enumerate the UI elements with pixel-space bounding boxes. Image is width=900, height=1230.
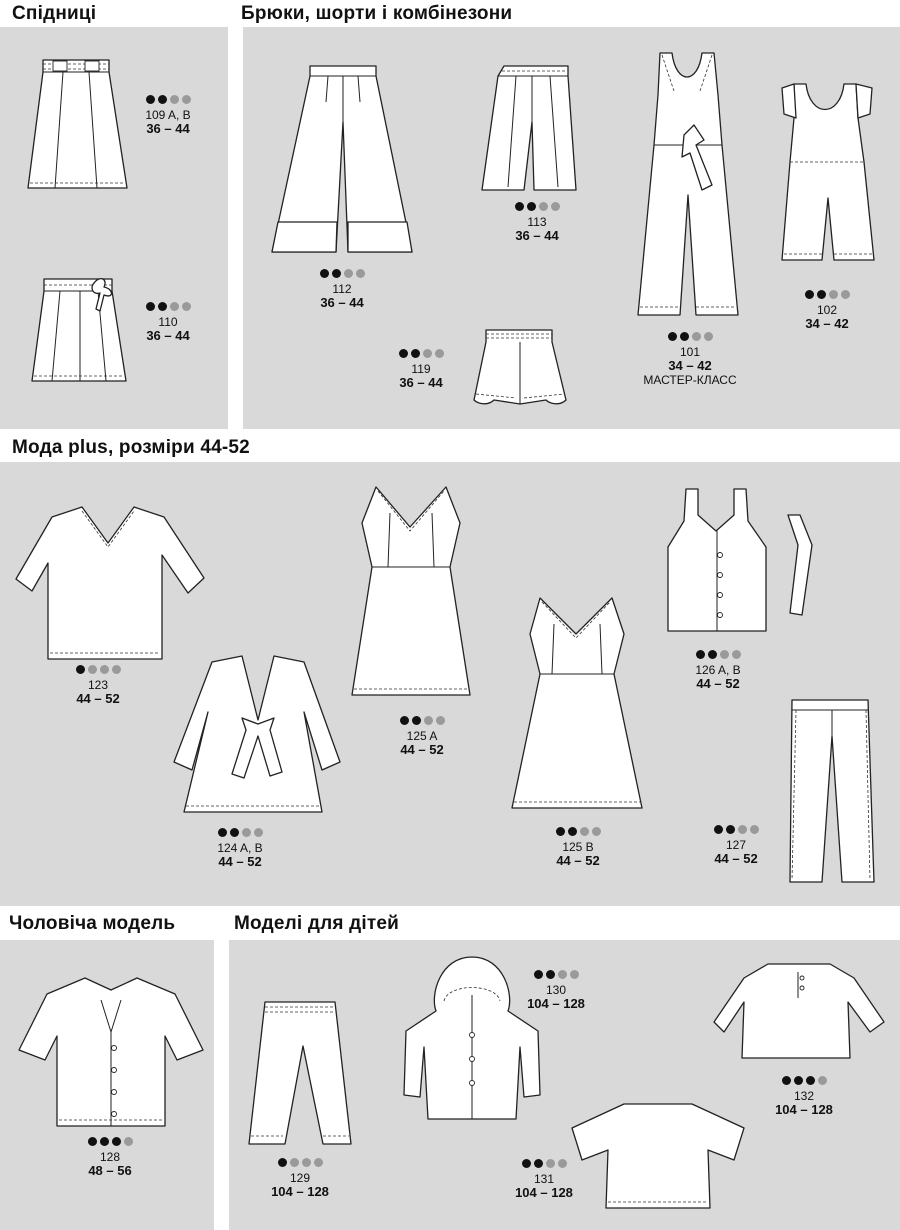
model-sizes: 44 – 52 <box>556 853 600 868</box>
model-sizes: 34 – 42 <box>805 316 849 331</box>
culottes-113-drawing[interactable] <box>478 62 578 194</box>
model-sizes: 44 – 52 <box>218 854 262 869</box>
top-123-drawing[interactable] <box>12 503 207 663</box>
jumpsuit-101-drawing[interactable] <box>632 45 742 320</box>
dress-125b-drawing[interactable] <box>510 594 645 816</box>
playsuit-102-drawing[interactable] <box>778 78 878 268</box>
difficulty-dots <box>123 302 213 313</box>
model-sizes: 48 – 56 <box>88 1163 132 1178</box>
difficulty-dots <box>511 970 601 981</box>
kids-blouse-132-drawing[interactable] <box>712 958 887 1060</box>
model-sizes: 104 – 128 <box>775 1102 833 1117</box>
model-number: 126 A, B <box>695 663 741 677</box>
model-number: 112 <box>332 282 352 296</box>
model-sizes: 34 – 42 <box>668 358 712 373</box>
model-sizes: 44 – 52 <box>714 851 758 866</box>
model-number: 113 <box>527 215 547 229</box>
label-102 <box>782 290 872 331</box>
master-class-note: МАСТЕР-КЛАСС <box>643 373 737 387</box>
model-number: 130 <box>545 983 567 997</box>
trousers-112-drawing[interactable] <box>270 62 415 262</box>
heading-kids: Моделі для дітей <box>234 913 400 934</box>
model-number: 132 <box>793 1089 815 1103</box>
difficulty-dots <box>377 716 467 727</box>
difficulty-dots <box>376 349 466 360</box>
model-sizes: 36 – 44 <box>515 228 559 243</box>
model-sizes: 36 – 44 <box>399 375 443 390</box>
difficulty-dots <box>53 665 143 676</box>
model-sizes: 36 – 44 <box>146 328 190 343</box>
model-number: 129 <box>289 1171 311 1185</box>
label-126 <box>673 650 763 691</box>
difficulty-dots <box>492 202 582 213</box>
label-110 <box>123 302 213 343</box>
difficulty-dots <box>759 1076 849 1087</box>
skirt-110-drawing[interactable] <box>30 275 130 385</box>
heading-skirts: Спідниці <box>12 3 97 24</box>
trousers-127-drawing[interactable] <box>780 696 880 888</box>
model-number: 125 B <box>562 840 594 854</box>
label-101 <box>630 332 750 387</box>
model-sizes: 104 – 128 <box>271 1184 329 1199</box>
dress-125a-drawing[interactable] <box>350 483 472 703</box>
difficulty-dots <box>123 95 213 106</box>
label-124 <box>195 828 285 869</box>
heading-men: Чоловіча модель <box>9 913 176 934</box>
label-119 <box>376 349 466 390</box>
difficulty-dots <box>630 332 750 343</box>
difficulty-dots <box>499 1159 589 1170</box>
difficulty-dots <box>195 828 285 839</box>
model-number: 125 A <box>406 729 438 743</box>
model-sizes: 36 – 44 <box>320 295 364 310</box>
model-number: 102 <box>816 303 838 317</box>
model-number: 127 <box>725 838 747 852</box>
label-125b <box>533 827 623 868</box>
heading-plus: Мода plus, розміри 44-52 <box>12 437 250 458</box>
model-sizes: 44 – 52 <box>76 691 120 706</box>
model-number: 101 <box>679 345 701 359</box>
model-number: 128 <box>99 1150 121 1164</box>
blouse-124-drawing[interactable] <box>172 652 344 817</box>
model-sizes: 44 – 52 <box>400 742 444 757</box>
kids-trousers-129-drawing[interactable] <box>245 998 355 1148</box>
model-number: 110 <box>158 315 178 329</box>
shirt-128-drawing[interactable] <box>15 972 207 1132</box>
label-129 <box>255 1158 345 1199</box>
label-113 <box>492 202 582 243</box>
label-112 <box>297 269 387 310</box>
difficulty-dots <box>297 269 387 280</box>
difficulty-dots <box>65 1137 155 1148</box>
top-126-drawing[interactable] <box>658 485 823 635</box>
model-number: 131 <box>533 1172 555 1186</box>
label-128 <box>65 1137 155 1178</box>
label-132 <box>759 1076 849 1117</box>
label-109 <box>123 95 213 136</box>
difficulty-dots <box>691 825 781 836</box>
skirt-109-drawing[interactable] <box>25 55 130 195</box>
difficulty-dots <box>533 827 623 838</box>
model-sizes: 104 – 128 <box>527 996 585 1011</box>
label-127 <box>691 825 781 866</box>
model-sizes: 104 – 128 <box>515 1185 573 1200</box>
model-number: 123 <box>87 678 109 692</box>
kids-top-131-drawing[interactable] <box>568 1098 748 1213</box>
difficulty-dots <box>255 1158 345 1169</box>
heading-trousers: Брюки, шорти і комбінезони <box>241 3 513 24</box>
label-125a <box>377 716 467 757</box>
label-130 <box>511 970 601 1011</box>
model-sizes: 44 – 52 <box>696 676 740 691</box>
model-number: 119 <box>411 362 431 376</box>
model-number: 124 A, B <box>217 841 263 855</box>
label-123 <box>53 665 143 706</box>
label-131 <box>499 1159 589 1200</box>
model-number: 109 A, B <box>145 108 191 122</box>
shorts-119-drawing[interactable] <box>470 326 570 410</box>
difficulty-dots <box>782 290 872 301</box>
model-sizes: 36 – 44 <box>146 121 190 136</box>
difficulty-dots <box>673 650 763 661</box>
